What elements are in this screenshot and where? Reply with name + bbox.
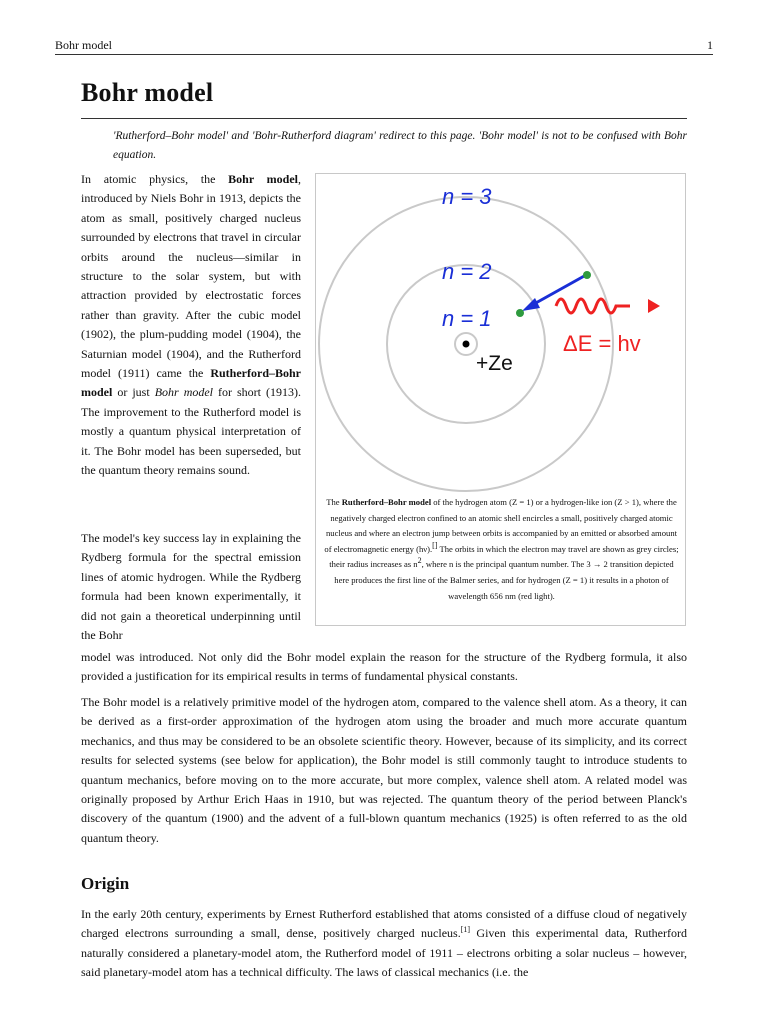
section-heading-origin: Origin [81, 874, 130, 893]
running-header [55, 38, 713, 55]
caption-text-d: , where n is the principal quantum number. The 3 → 2 transition depicted here produces the first line of the Balmer series, and for hydrogen (Z = 1) it results in a photon of wavelength 656 nm (red light). [334, 559, 674, 601]
intro-italic-term: Bohr model [154, 385, 214, 400]
intro-text-a: In atomic physics, the [81, 172, 229, 186]
running-title: Bohr model [55, 38, 112, 52]
caption-text-b: of the hydrogen atom (Z = 1) or a hydrogen-like ion (Z > 1), where the negatively charged electron confined to an atomic shell encircles a small, positively charged atomic nucleus and where an electron jump between orbits is accompanied by an emitted or absorbed amount of electromagnetic energy (hν). [324, 497, 678, 554]
label-n2: n = 2 [442, 259, 492, 284]
title-divider [81, 118, 687, 119]
nucleus-charge-label: +Ze [476, 352, 513, 375]
origin-citation[interactable]: [1] [460, 925, 471, 935]
origin-text-a: In the early 20th century, experiments by Ernest Rutherford established that atoms consisted of a diffuse cloud of negatively charged electrons surrounding a small, dense, positively charged nucleus. [81, 907, 687, 941]
photon-wave [556, 299, 630, 313]
intro-bold-term: Bohr model [228, 172, 299, 186]
intro-paragraph [81, 170, 301, 481]
photon-arrow-head [648, 299, 660, 313]
primitive-model-paragraph: The Bohr model is a relatively primitive model of the hydrogen atom, compared to the valence shell atom. As a theory, it can be derived as a first-order approximation of the hydrogen atom using the broader and much more accurate quantum mechanics, and thus may be considered to be an obsolete scientific theory. However, because of its simplicity, and its correct results for selected systems (see below for application), the Bohr model is still commonly taught to introduce students to quantum mechanics, before moving on to the more accurate, but more complex, valence shell atom. A related model was originally proposed by Arthur Erich Haas in 1910, but was rejected. The quantum theory of the period between Planck's discovery of the quantum (1900) and the advent of a full-blown quantum mechanics (1925) is often referred to as the old quantum theory. [81, 695, 687, 845]
label-n3: n = 3 [442, 184, 492, 209]
hatnote: 'Rutherford–Bohr model' and 'Bohr-Rutherford diagram' redirect to this page. 'Bohr model' is not to be confused with Bohr equation. [113, 130, 687, 161]
bohr-model-figure [315, 173, 686, 626]
intro-text-b: , introduced by Niels Bohr in 1913, depicts the atom as small, positively charged nucleus surrounded by electrons that travel in circular orbits around the nucleus—similar in structure to the solar system, but with attraction provided by electrostatic forces rather than gravity. After the cubic model (1902), the plum-pudding model (1904), the Saturnian model (1904), and the Rutherford model (1911) came the [81, 172, 302, 381]
figure-caption [324, 495, 679, 604]
origin-text-b: Given this experimental data, Rutherford naturally considered a planetary-model atom, the Rutherford model of 1911 – electrons orbiting a solar nucleus – however, said planetary-model atom has a technical difficulty. The laws of classical mechanics (i.e. the [81, 926, 687, 980]
intro-text-d: for short (1913). The improvement to the Rutherford model is mostly a quantum physical interpretation of it. The Bohr model has been superseded, but the quantum theory remains sound. [81, 385, 301, 478]
success-paragraph-continued: model was introduced. Not only did the Bohr model explain the reason for the structure of the Rydberg formula, it also provided a justification for its empirical results in terms of fundamental physical constants. [81, 650, 687, 684]
page-number: 1 [707, 38, 713, 52]
intro-bold-term-2: Rutherford–Bohr model [81, 366, 301, 400]
caption-bold: Rutherford–Bohr model [341, 497, 432, 507]
intro-text-c: or just [112, 385, 155, 400]
origin-paragraph [81, 905, 687, 983]
electron-inner [516, 309, 524, 317]
caption-text-a: The [326, 497, 342, 507]
caption-superscript: 2 [417, 556, 422, 566]
nucleus-dot [463, 341, 470, 348]
success-paragraph-start: The model's key success lay in explaining the Rydberg formula for the spectral emission lines of atomic hydrogen. While the Rydberg formula had been known experimentally, it did not gain a theoretical underpinning until the Bohr [81, 531, 301, 643]
electron-outer [583, 271, 591, 279]
energy-label: ΔE = hv [563, 331, 641, 356]
page-title: Bohr model [81, 78, 214, 107]
bohr-diagram [316, 174, 687, 494]
caption-text-c: The orbits in which the electron may travel are shown as grey circles; their radius increases as n [329, 543, 679, 570]
label-n1: n = 1 [442, 306, 492, 331]
caption-citation[interactable]: [] [432, 540, 438, 550]
